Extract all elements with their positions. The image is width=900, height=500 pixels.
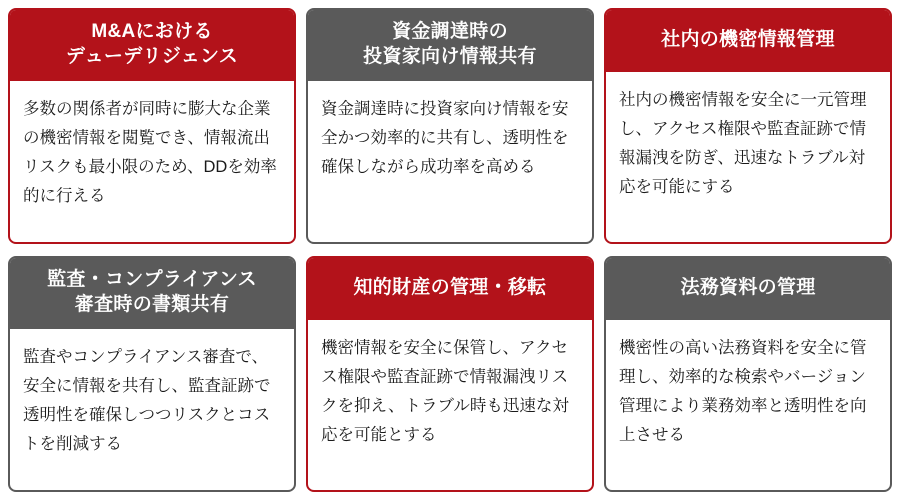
card-title-line-1: 資金調達時の xyxy=(392,21,508,42)
use-case-card-fundraising-investor-sharing xyxy=(306,8,594,244)
card-title-line-2: デューデリジェンス xyxy=(65,45,239,67)
card-body-text: 多数の関係者が同時に膨大な企業の機密情報を閲覧でき、情報流出リスクも最小限のため、DDを効率的に行える xyxy=(23,100,277,205)
card-title xyxy=(606,10,890,72)
card-title xyxy=(606,258,890,320)
card-title-line-2: 投資家向け情報共有 xyxy=(363,45,537,67)
use-case-card-internal-confidential-info xyxy=(604,8,892,244)
card-title-line-1: 法務資料の管理 xyxy=(680,276,816,298)
card-title-line-1: 社内の機密情報管理 xyxy=(661,28,835,50)
use-case-card-audit-compliance-documents xyxy=(8,256,296,492)
card-title-line-2: 審査時の書類共有 xyxy=(74,293,230,315)
card-title-line-1: M&Aにおける xyxy=(91,21,213,42)
use-case-card-legal-documents xyxy=(604,256,892,492)
card-body-text: 機密性の高い法務資料を安全に管理し、効率的な検索やバージョン管理により業務効率と透明性を向上させる xyxy=(619,339,867,444)
card-body-text: 資金調達時に投資家向け情報を安全かつ効率的に共有し、透明性を確保しながら成功率を高める xyxy=(321,100,569,177)
card-title xyxy=(308,10,592,81)
card-title-line-1: 知的財産の管理・移転 xyxy=(353,276,547,298)
use-case-card-ma-due-diligence xyxy=(8,8,296,244)
card-title xyxy=(10,10,294,81)
card-body-text: 機密情報を安全に保管し、アクセス権限や監査証跡で情報漏洩リスクを抑え、トラブル時も迅速な対応を可能とする xyxy=(321,339,569,444)
use-case-card-ip-management-transfer xyxy=(306,256,594,492)
card-title xyxy=(10,258,294,329)
card-body-text: 監査やコンプライアンス審査で、安全に情報を共有し、監査証跡で透明性を確保しつつリスクとコストを削減する xyxy=(23,348,271,453)
card-body-text: 社内の機密情報を安全に一元管理し、アクセス権限や監査証跡で情報漏洩を防ぎ、迅速なトラブル対応を可能にする xyxy=(619,91,867,196)
card-title xyxy=(308,258,592,320)
card-title-line-1: 監査・コンプライアンス xyxy=(47,269,257,290)
